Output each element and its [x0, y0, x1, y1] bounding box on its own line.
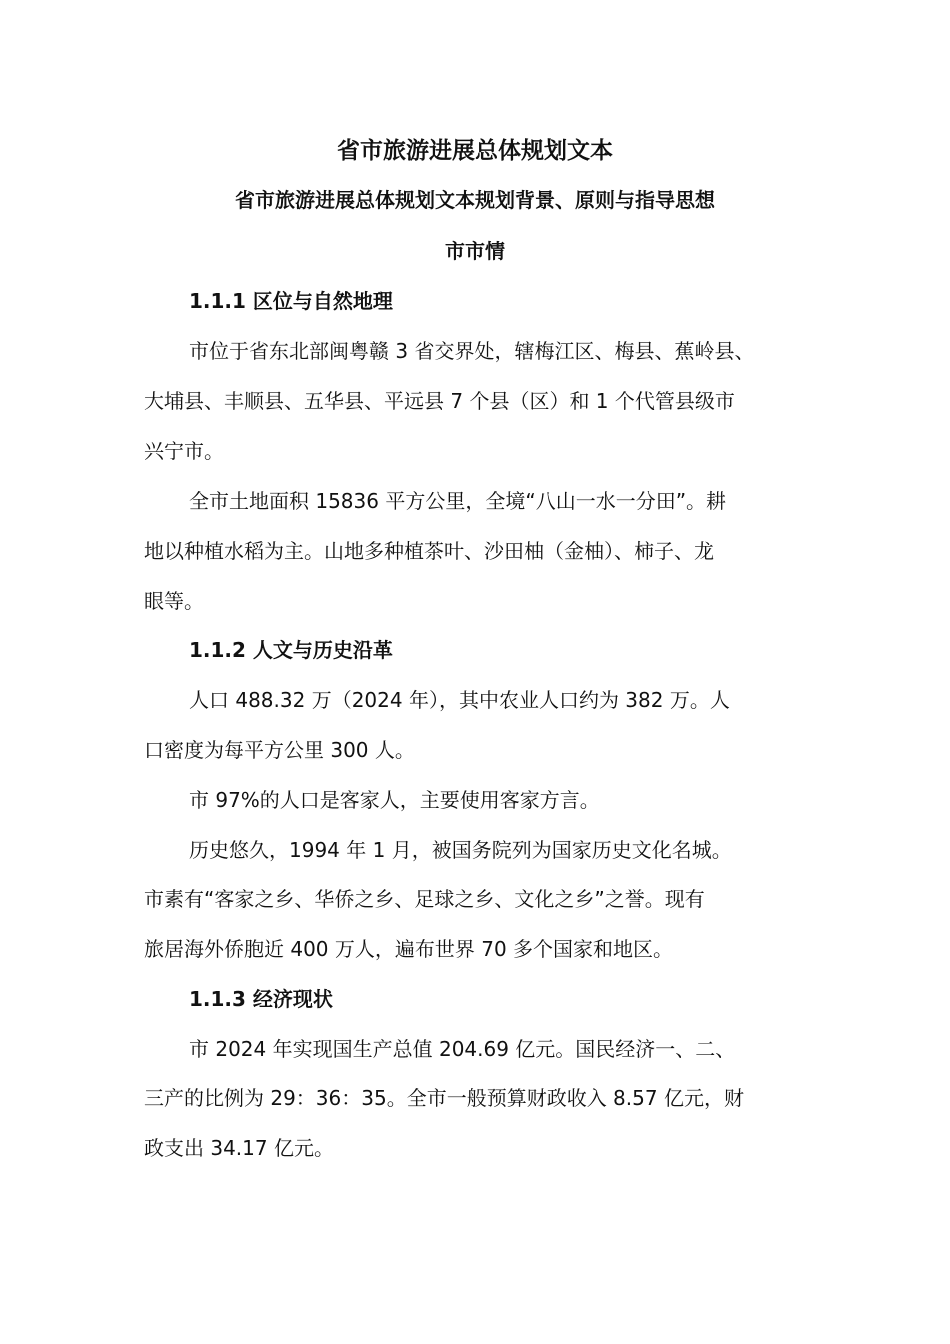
paragraph-line: 市 2024 年实现国生产总值 204.69 亿元。国民经济一、二、: [189, 1037, 736, 1061]
paragraph-line: 人口 488.32 万（2024 年），其中农业人口约为 382 万。人: [189, 688, 730, 712]
document-subtitle: 省市旅游进展总体规划文本规划背景、原则与指导思想: [235, 188, 715, 212]
paragraph-line: 口密度为每平方公里 300 人。: [144, 738, 415, 762]
paragraph-line: 全市土地面积 15836 平方公里，全境“八山一水一分田”。耕: [189, 489, 727, 513]
paragraph-line: 旅居海外侨胞近 400 万人，遍布世界 70 多个国家和地区。: [144, 937, 674, 961]
paragraph-line: 三产的比例为 29：36：35。全市一般预算财政收入 8.57 亿元，财: [144, 1086, 744, 1110]
subsection-heading-location: 1.1.1 区位与自然地理: [189, 289, 393, 313]
paragraph-line: 兴宁市。: [144, 439, 224, 463]
paragraph-line: 大埔县、丰顺县、五华县、平远县 7 个县（区）和 1 个代管县级市: [144, 389, 735, 413]
section-heading: 市市情: [445, 239, 505, 263]
paragraph-line: 市 97%的人口是客家人，主要使用客家方言。: [189, 788, 600, 812]
paragraph-line: 政支出 34.17 亿元。: [144, 1136, 334, 1160]
paragraph-line: 地以种植水稻为主。山地多种植茶叶、沙田柚（金柚）、柿子、龙: [144, 539, 714, 563]
paragraph-line: 历史悠久，1994 年 1 月，被国务院列为国家历史文化名城。: [189, 838, 732, 862]
paragraph-line: 眼等。: [144, 589, 204, 613]
subsection-heading-economy: 1.1.3 经济现状: [189, 987, 333, 1011]
paragraph-line: 市素有“客家之乡、华侨之乡、足球之乡、文化之乡”之誉。现有: [144, 887, 705, 911]
subsection-heading-history: 1.1.2 人文与历史沿革: [189, 638, 393, 662]
paragraph-line: 市位于省东北部闽粤赣 3 省交界处，辖梅江区、梅县、蕉岭县、: [189, 339, 755, 363]
document-title: 省市旅游进展总体规划文本: [337, 138, 613, 164]
